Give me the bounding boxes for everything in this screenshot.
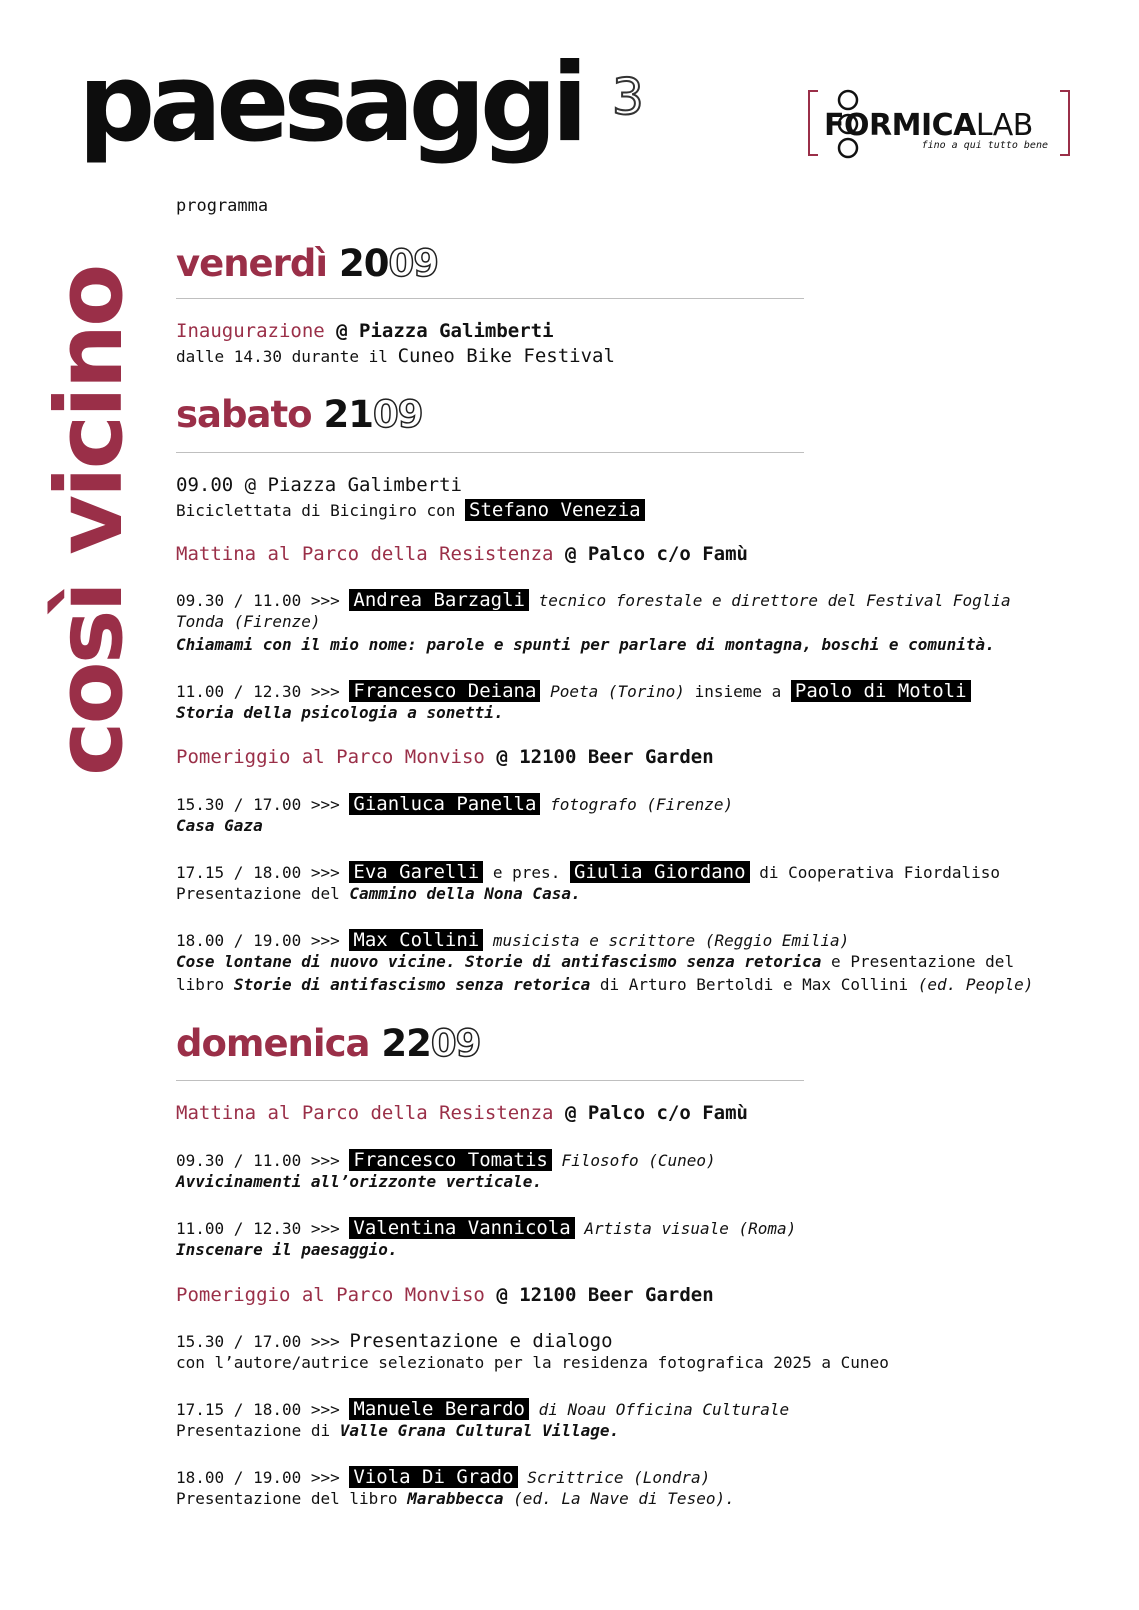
sunday-event-1: 09.30 / 11.00 >>> Francesco Tomatis Filosofo (Cuneo) [176, 1149, 716, 1171]
saturday-event-1: 09.30 / 11.00 >>> Andrea Barzagli tecnico forestale e direttore del Festival Foglia [176, 589, 1011, 611]
speaker-name: Manuele Berardo [349, 1398, 529, 1420]
sunday-event-4-talk: Presentazione di Valle Grana Cultural Village. [176, 1421, 620, 1440]
saturday-event-4: 17.15 / 18.00 >>> Eva Garelli e pres. Giulia Giordano di Cooperativa Fiordaliso [176, 861, 1001, 883]
sunday-event-3: 15.30 / 17.00 >>> Presentazione e dialogo [176, 1330, 613, 1352]
vertical-title: così vicino [36, 266, 143, 776]
sunday-afternoon-header: Pomeriggio al Parco Monviso @ 12100 Beer Garden [176, 1284, 714, 1306]
sunday-event-3-talk: con l’autore/autrice selezionato per la residenza fotografica 2025 a Cuneo [176, 1353, 889, 1372]
friday-inauguration: Inaugurazione @ Piazza Galimberti [176, 320, 554, 342]
speaker-name: Andrea Barzagli [349, 589, 529, 611]
sunday-event-2: 11.00 / 12.30 >>> Valentina Vannicola Artista visuale (Roma) [176, 1217, 797, 1239]
speaker-name: Gianluca Panella [349, 793, 540, 815]
sunday-event-5-talk: Presentazione del libro Marabbecca (ed. La Nave di Teseo). [176, 1489, 735, 1508]
page-title: paesaggi [78, 41, 583, 166]
speaker-name: Paolo di Motoli [791, 680, 971, 702]
saturday-event-5: 18.00 / 19.00 >>> Max Collini musicista e scrittore (Reggio Emilia) [176, 929, 850, 951]
sunday-event-2-talk: Inscenare il paesaggio. [176, 1240, 398, 1259]
saturday-afternoon-header: Pomeriggio al Parco Monviso @ 12100 Beer Garden [176, 746, 714, 768]
divider [176, 1080, 804, 1081]
saturday-event-2-talk: Storia della psicologia a sonetti. [176, 703, 504, 722]
saturday-event-5-talk-1: Cose lontane di nuovo vicine. Storie di antifascismo senza retorica e Presentazione del [176, 952, 1015, 971]
speaker-name: Valentina Vannicola [349, 1217, 574, 1239]
speaker-name: Max Collini [349, 929, 483, 951]
sunday-morning-header: Mattina al Parco della Resistenza @ Palco c/o Famù [176, 1102, 748, 1124]
saturday-event-4-talk: Presentazione del Cammino della Nona Casa. [176, 884, 581, 903]
saturday-ride-time: 09.00 @ Piazza Galimberti [176, 474, 462, 496]
day-heading-sunday: domenica 2209 [176, 1022, 481, 1065]
saturday-morning-header: Mattina al Parco della Resistenza @ Palco c/o Famù [176, 543, 748, 565]
logo-wordmark: FORMICALAB [824, 108, 1033, 143]
saturday-event-3: 15.30 / 17.00 >>> Gianluca Panella fotografo (Firenze) [176, 793, 734, 815]
speaker-name: Francesco Deiana [349, 680, 540, 702]
speaker-name: Francesco Tomatis [349, 1149, 551, 1171]
logo-bracket-left [808, 90, 818, 156]
saturday-event-2: 11.00 / 12.30 >>> Francesco Deiana Poeta (Torino) insieme a Paolo di Motoli [176, 680, 971, 703]
divider [176, 298, 804, 299]
logo-tagline: fino a qui tutto bene [921, 140, 1048, 151]
day-heading-saturday: sabato 2109 [176, 393, 423, 436]
sunday-event-4: 17.15 / 18.00 >>> Manuele Berardo di Noau Officina Culturale [176, 1398, 790, 1420]
sunday-event-5: 18.00 / 19.00 >>> Viola Di Grado Scrittrice (Londra) [176, 1466, 711, 1488]
saturday-event-5-talk-2: libro Storie di antifascismo senza retorica di Arturo Bertoldi e Max Collini (ed. People) [176, 975, 1034, 994]
friday-inauguration-details: dalle 14.30 durante il Cuneo Bike Festival [176, 345, 615, 367]
divider [176, 452, 804, 453]
saturday-event-1-role-cont: Tonda (Firenze) [176, 612, 321, 631]
program-label: programma [176, 196, 269, 216]
speaker-name: Viola Di Grado [349, 1466, 517, 1488]
saturday-event-3-talk: Casa Gaza [176, 816, 263, 835]
logo-bracket-right [1060, 90, 1070, 156]
formicalab-logo [808, 88, 1070, 160]
saturday-ride: Biciclettata di Bicingiro con Stefano Venezia [176, 499, 645, 522]
sunday-event-1-talk: Avvicinamenti all’orizzonte verticale. [176, 1172, 543, 1191]
speaker-name: Eva Garelli [349, 861, 483, 883]
speaker-name: Giulia Giordano [570, 861, 750, 883]
day-heading-friday: venerdì 2009 [176, 242, 438, 285]
saturday-event-1-talk: Chiamami con il mio nome: parole e spunti per parlare di montagna, boschi e comunità. [176, 635, 995, 654]
title-superscript: 3 [612, 68, 644, 126]
speaker-name: Stefano Venezia [465, 499, 645, 521]
